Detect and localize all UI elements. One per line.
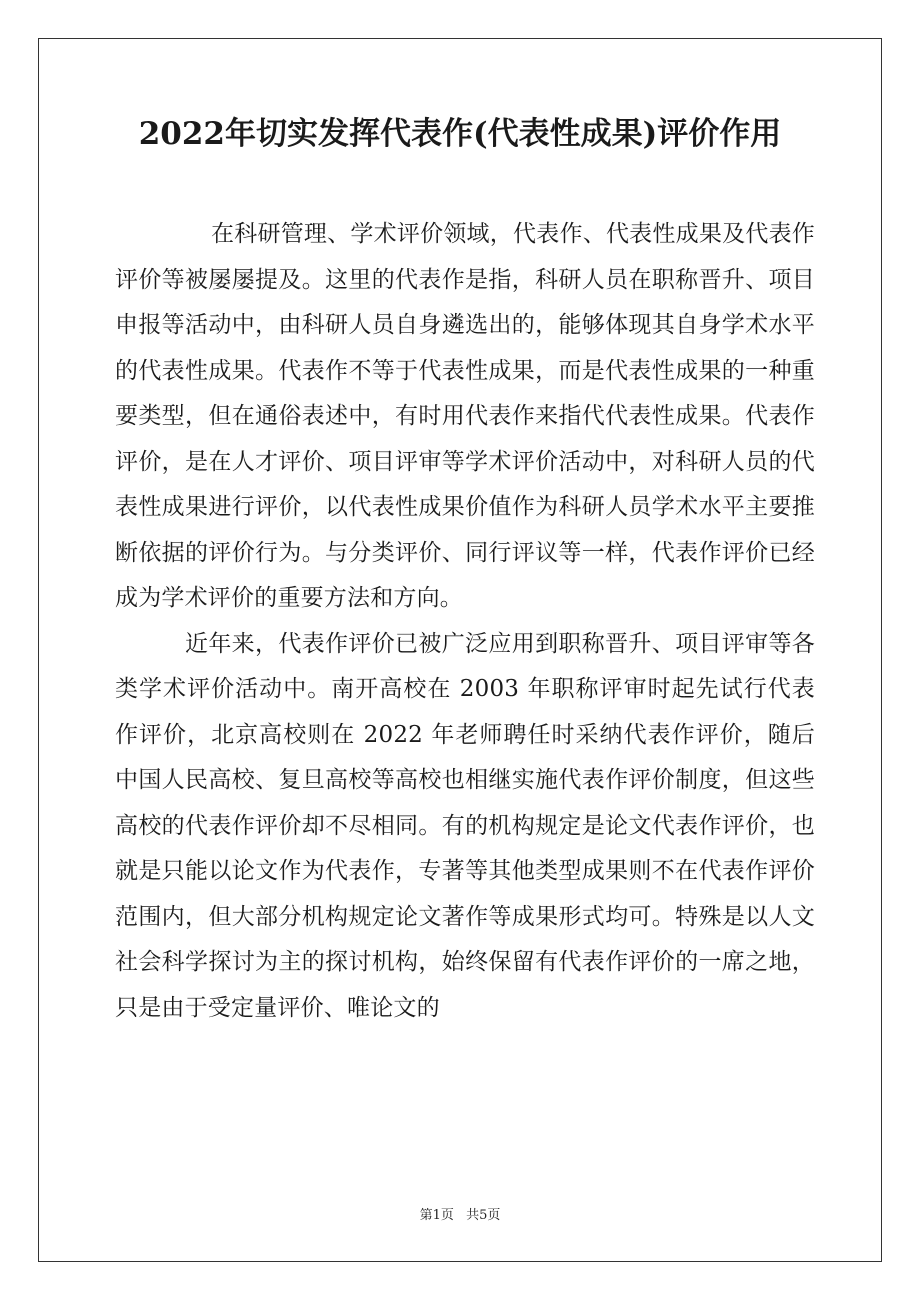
paragraph-2: 近年来，代表作评价已被广泛应用到职称晋升、项目评审等各类学术评价活动中。南开高校在 2003 年职称评审时起先试行代表作评价，北京高校则在 2022 年老师聘任时采纳代表作评价，随后中国人民高校、复旦高校等高校也相继实施代表作评价制度，但这些高校的代表作评价却不尽相同。有的机构规定是论文代表作评价，也就是只能以论文作为代表作，专著等其他类型成果则不在代表作评价范围内，但大部分机构规定论文著作等成果形式均可。特殊是以人文社会科学探讨为主的探讨机构，始终保留有代表作评价的一席之地，只是由于受定量评价、唯论文的 xyxy=(115,630,815,1021)
page-footer xyxy=(38,1208,882,1224)
document-title: 2022年切实发挥代表作(代表性成果)评价作用 xyxy=(138,116,782,152)
page-number: 第1页 xyxy=(419,1208,454,1223)
page-total: 共5页 xyxy=(466,1208,501,1223)
document-body xyxy=(115,212,815,1031)
paragraph-1: 在科研管理、学术评价领域，代表作、代表性成果及代表作评价等被屡屡提及。这里的代表作是指，科研人员在职称晋升、项目申报等活动中，由科研人员自身遴选出的，能够体现其自身学术水平的代表性成果。代表作不等于代表性成果，而是代表性成果的一种重要类型，但在通俗表述中，有时用代表作来指代代表性成果。代表作评价，是在人才评价、项目评审等学术评价活动中，对科研人员的代表性成果进行评价，以代表性成果价值作为科研人员学术水平主要推断依据的评价行为。与分类评价、同行评议等一样，代表作评价已经成为学术评价的重要方法和方向。 xyxy=(115,221,815,611)
